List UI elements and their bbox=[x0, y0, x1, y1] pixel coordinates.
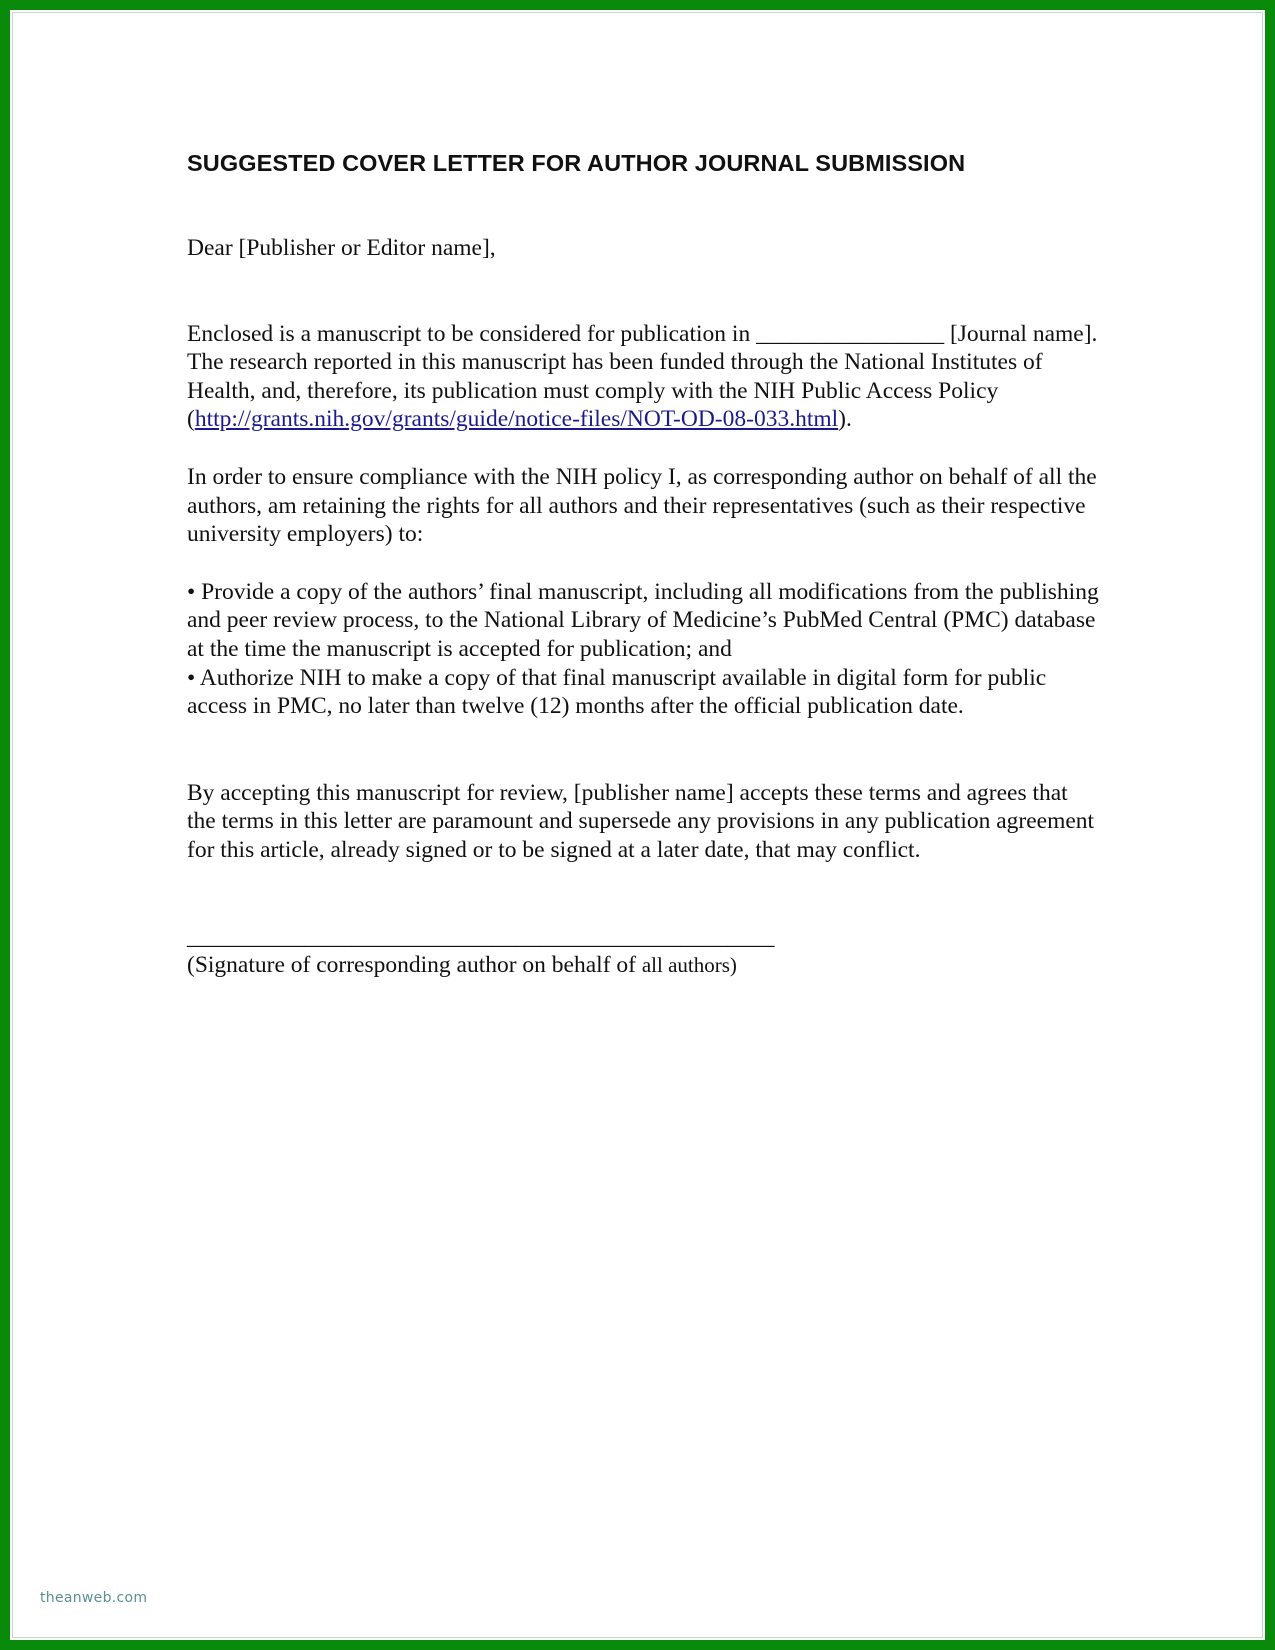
paragraph-enclosed-text: Enclosed is a manuscript to be considered for publication in ________________ [Journal name]. The research reported in this manuscript has been funded through the National Institutes of Health, and, therefore, its publication must comply with the NIH Public Access Policy ( bbox=[187, 320, 1098, 433]
paragraph-acceptance-terms: By accepting this manuscript for review, [publisher name] accepts these terms and agrees that the terms in this letter are paramount and supersede any provisions in any publication agreement for this article, already signed or to be signed at a later date, that may conflict. bbox=[187, 779, 1095, 863]
letter-heading: SUGGESTED COVER LETTER FOR AUTHOR JOURNAL SUBMISSION bbox=[187, 150, 966, 176]
signature-line: __________________________________________________ bbox=[187, 923, 775, 950]
rights-bullet-list bbox=[187, 578, 1102, 721]
salutation: Dear [Publisher or Editor name], bbox=[187, 235, 496, 261]
paragraph-enclosed-tail: ). bbox=[838, 406, 852, 433]
signature-caption bbox=[187, 951, 1102, 980]
signature-caption-main: (Signature of corresponding author on behalf of bbox=[187, 951, 642, 978]
paragraph-compliance: In order to ensure compliance with the NIH policy I, as corresponding author on behalf of all the authors, am retaining the rights for all authors and their representatives (such as their respective university employers) to: bbox=[187, 463, 1097, 548]
nih-policy-link[interactable]: http://grants.nih.gov/grants/guide/notice-files/NOT-OD-08-033.html bbox=[194, 406, 839, 433]
letter-document bbox=[187, 148, 1102, 979]
bullet-provide-copy: • Provide a copy of the authors’ final manuscript, including all modifications from the publishing and peer review process, to the National Library of Medicine’s PubMed Central (PMC) database at the time the manuscript is accepted for publication; and bbox=[187, 578, 1099, 662]
bullet-authorize-nih: • Authorize NIH to make a copy of that final manuscript available in digital form for public access in PMC, no later than twelve (12) months after the official publication date. bbox=[187, 664, 1047, 720]
signature-caption-small: all authors) bbox=[641, 952, 737, 977]
paragraph-enclosed-manuscript bbox=[187, 320, 1102, 434]
site-watermark: theanweb.com bbox=[40, 1590, 148, 1606]
